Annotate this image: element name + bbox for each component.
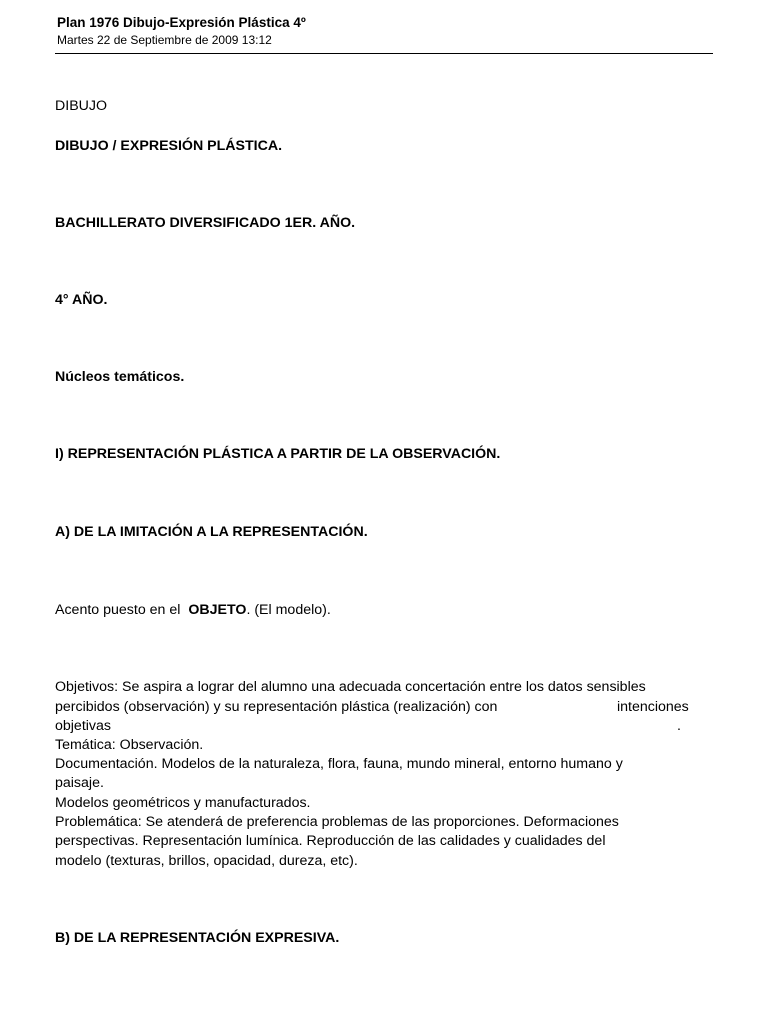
acento-prefix: Acento puesto en el	[55, 602, 185, 618]
document-date: Martes 22 de Septiembre de 2009 13:12	[57, 33, 272, 47]
objetivos-line-3-right: .	[677, 718, 681, 734]
acento-paragraph	[55, 601, 331, 620]
documentacion-line-2: paisaje.	[55, 775, 104, 791]
dibujo-label: DIBUJO	[55, 98, 108, 114]
subject-heading: DIBUJO / EXPRESIÓN PLÁSTICA.	[55, 138, 283, 154]
header-divider	[55, 53, 713, 54]
acento-bold: OBJETO	[188, 602, 247, 618]
objetivos-line-2: percibidos (observación) y su representación plástica (realización) con	[55, 699, 498, 715]
tematica-line: Temática: Observación.	[55, 737, 204, 753]
level-heading: BACHILLERATO DIVERSIFICADO 1ER. AÑO.	[55, 215, 356, 231]
problematica-line-2: perspectivas. Representación lumínica. Reproducción de las calidades y cualidades del	[55, 833, 606, 849]
section-i-heading: I) REPRESENTACIÓN PLÁSTICA A PARTIR DE LA OBSERVACIÓN.	[55, 446, 501, 462]
nucleos-heading: Núcleos temáticos.	[55, 369, 185, 385]
year-heading: 4° AÑO.	[55, 292, 108, 308]
modelos-line: Modelos geométricos y manufacturados.	[55, 795, 311, 811]
documentacion-line-1: Documentación. Modelos de la naturaleza, flora, fauna, mundo mineral, entorno humano y	[55, 756, 623, 772]
objetivos-line-3: objetivas	[55, 718, 111, 734]
document-title: Plan 1976 Dibujo-Expresión Plástica 4º	[57, 15, 306, 30]
acento-suffix: . (El modelo).	[246, 602, 331, 618]
section-a-heading: A) DE LA IMITACIÓN A LA REPRESENTACIÓN.	[55, 524, 368, 540]
problematica-line-1: Problemática: Se atenderá de preferencia problemas de las proporciones. Deformaciones	[55, 814, 619, 830]
section-b-heading: B) DE LA REPRESENTACIÓN EXPRESIVA.	[55, 930, 340, 946]
objetivos-line-2-right: intenciones	[617, 699, 689, 715]
objetivos-line-1: Objetivos: Se aspira a lograr del alumno una adecuada concertación entre los datos sensibles	[55, 679, 646, 695]
problematica-line-3: modelo (texturas, brillos, opacidad, dureza, etc).	[55, 853, 358, 869]
